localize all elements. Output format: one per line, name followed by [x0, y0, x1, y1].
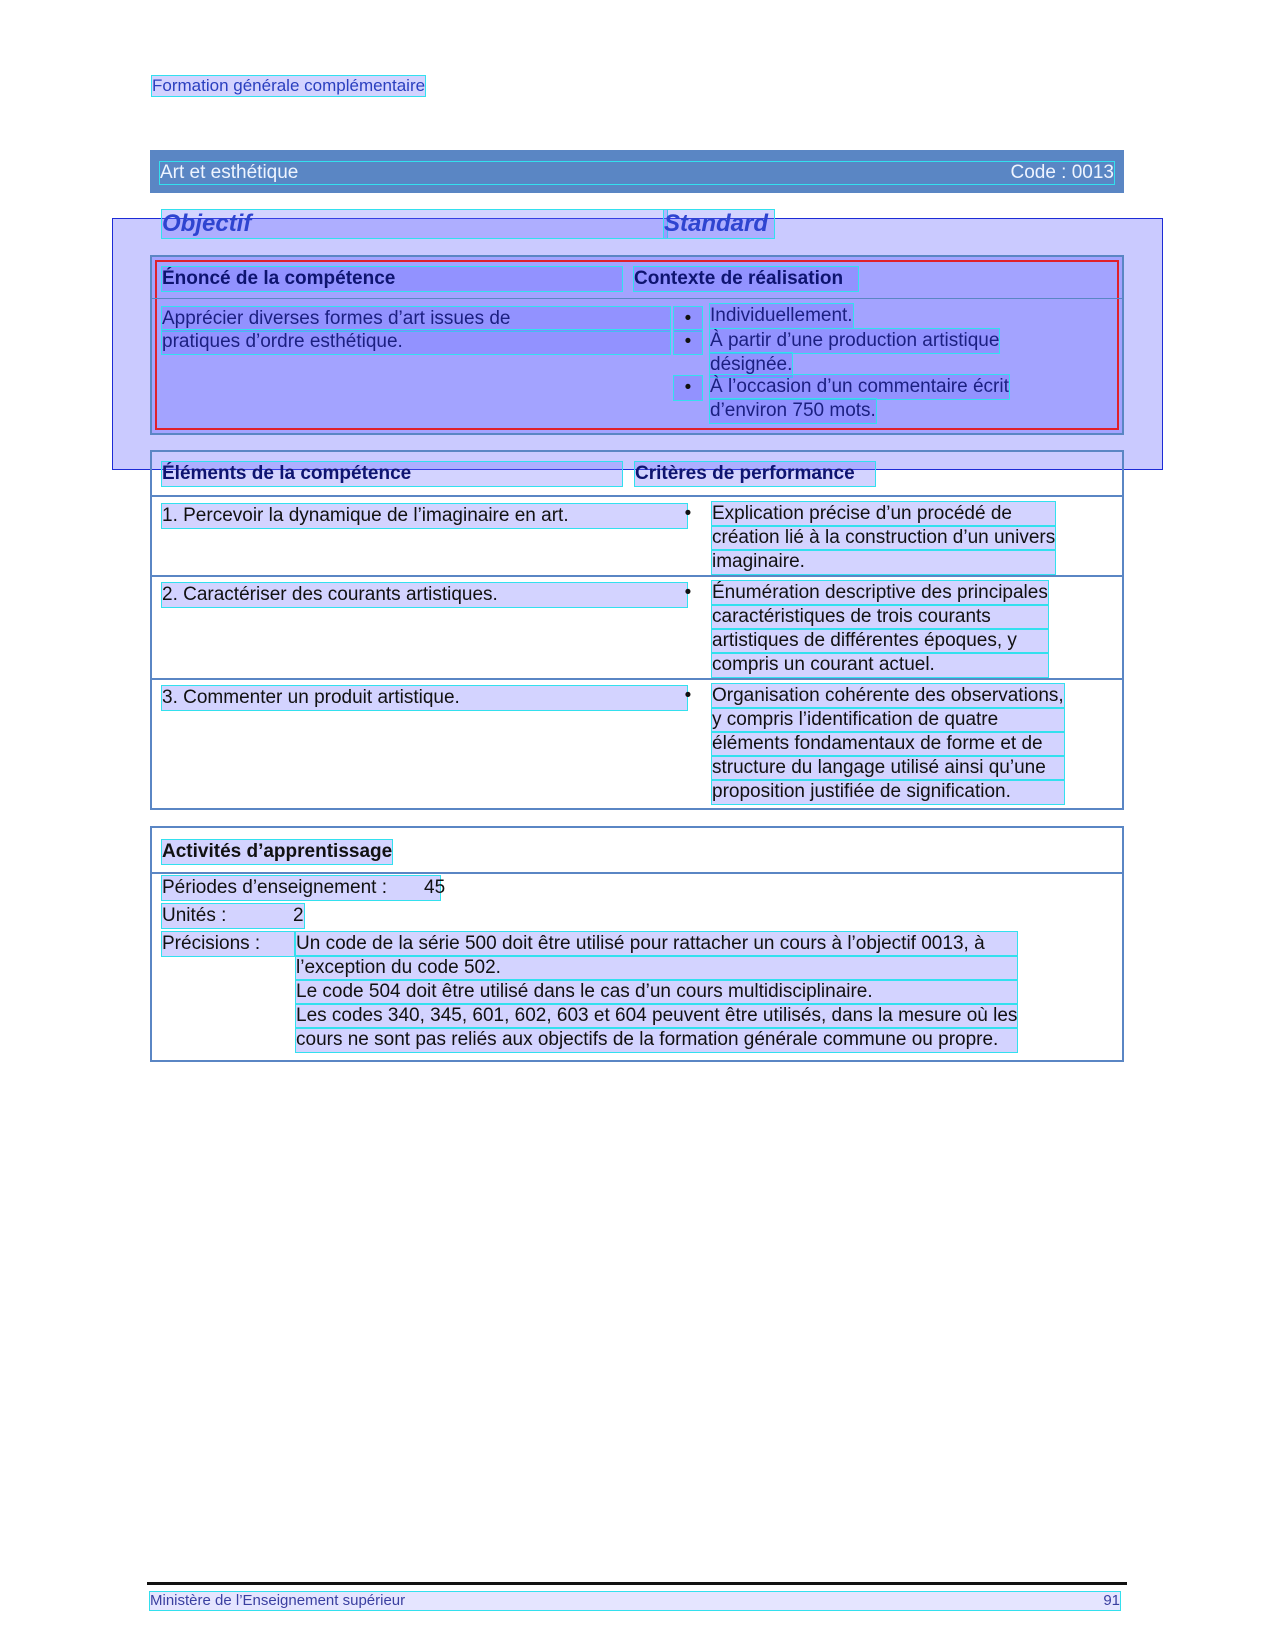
element-item: 2. Caractériser des courants artistiques.: [162, 583, 687, 607]
bullet: •: [674, 376, 702, 400]
periodes-label: Périodes d’enseignement :: [162, 877, 387, 898]
page-footer: [150, 1592, 1120, 1610]
footer-ministry: Ministère de l’Enseignement supérieur: [150, 1592, 406, 1609]
label-objectif: Objectif: [162, 210, 667, 238]
criteres-heading: Critères de performance: [635, 462, 875, 486]
footer-rule: [147, 1582, 1127, 1585]
periodes-row: [162, 876, 446, 900]
elements-box: [150, 450, 1124, 810]
bullet: •: [684, 503, 692, 524]
page-header: Formation générale complémentaire: [152, 76, 426, 95]
bullet: •: [684, 685, 692, 706]
bullet: •: [674, 307, 702, 331]
contexte-item: À l’occasion d’un commentaire écrit: [710, 376, 1009, 397]
bullet: •: [674, 330, 702, 354]
critere-item: Explication précise d’un procédé de création lié à la construction d’un univers imaginaire.: [712, 503, 1056, 572]
contexte-item: À partir d’une production artistique: [710, 330, 1000, 351]
contexte-item: Individuellement.: [710, 305, 853, 326]
unites-row: [162, 904, 304, 928]
contexte-heading: Contexte de réalisation: [634, 267, 858, 291]
unites-value: 2: [293, 905, 304, 926]
enonce-line: pratiques d’ordre esthétique.: [162, 330, 670, 354]
contexte-item: d’environ 750 mots.: [710, 400, 876, 421]
activites-heading: Activités d’apprentissage: [162, 841, 393, 862]
element-item: 3. Commenter un produit artistique.: [162, 686, 687, 710]
critere-item: Organisation cohérente des observations, y compris l’identification de quatre éléments fondamentaux de forme et de structure du langage utilisé ainsi qu’une proposition justifiée de signification.: [712, 685, 1064, 802]
precisions-label: Précisions :: [162, 932, 294, 956]
title-bar: [150, 150, 1124, 193]
competence-box: [150, 255, 1124, 435]
elements-heading: Éléments de la compétence: [162, 462, 622, 486]
page-number: 91: [1103, 1592, 1120, 1609]
course-code: Code : 0013: [1010, 162, 1114, 183]
periodes-value: 45: [424, 877, 446, 898]
precisions-text: Un code de la série 500 doit être utilisé pour rattacher un cours à l’objectif 0013, à l’exception du code 502. Le code 504 doit être utilisé dans le cas d’un cours multidisciplinaire. Les codes 340, 345, 601, 602, 603 et 604 peuvent être utilisés, dans la mesure où les cours ne sont pas reliés aux objectifs de la formation générale commune ou propre.: [296, 933, 1018, 1050]
unites-label: Unités :: [162, 905, 227, 926]
bullet: •: [684, 582, 692, 603]
contexte-item: désignée.: [710, 354, 793, 375]
element-item: 1. Percevoir la dynamique de l’imaginaire en art.: [162, 504, 687, 528]
activites-box: [150, 826, 1124, 1062]
critere-item: Énumération descriptive des principales caractéristiques de trois courants artistiques de différentes époques, y compris un courant actuel.: [712, 582, 1048, 675]
enonce-line: Apprécier diverses formes d’art issues de: [162, 307, 670, 331]
course-title: Art et esthétique: [160, 162, 299, 183]
label-standard: Standard: [664, 210, 774, 238]
enonce-heading: Énoncé de la compétence: [162, 267, 622, 291]
